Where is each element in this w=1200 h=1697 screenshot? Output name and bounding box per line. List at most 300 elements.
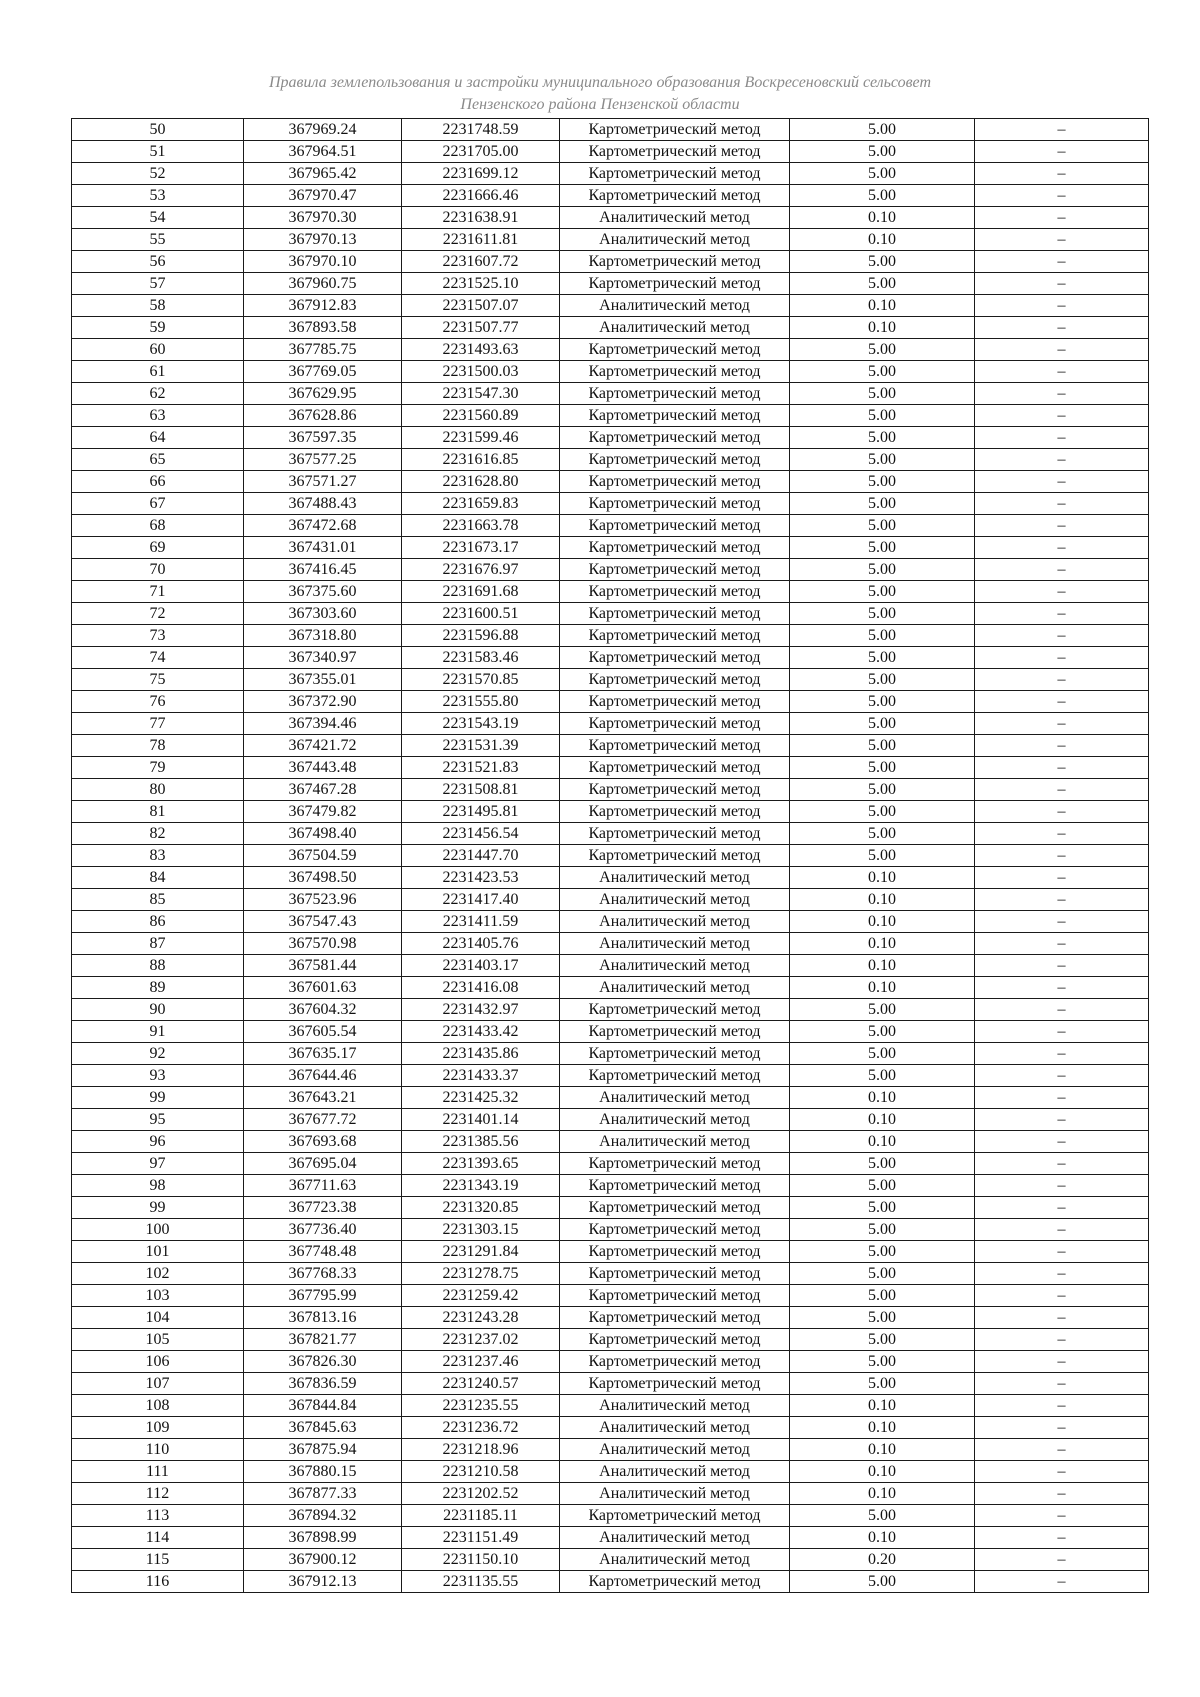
point-number-cell: 58	[72, 295, 244, 317]
accuracy-cell: 5.00	[790, 757, 975, 779]
accuracy-cell: 5.00	[790, 1153, 975, 1175]
accuracy-cell: 5.00	[790, 1285, 975, 1307]
x-coordinate-cell: 367821.77	[244, 1329, 402, 1351]
note-cell: –	[975, 559, 1149, 581]
y-coordinate-cell: 2231151.49	[402, 1527, 560, 1549]
point-number-cell: 95	[72, 1109, 244, 1131]
method-cell: Аналитический метод	[560, 889, 790, 911]
note-cell: –	[975, 1197, 1149, 1219]
y-coordinate-cell: 2231596.88	[402, 625, 560, 647]
table-row	[72, 229, 1149, 251]
table-row	[72, 779, 1149, 801]
x-coordinate-cell: 367394.46	[244, 713, 402, 735]
method-cell: Аналитический метод	[560, 1439, 790, 1461]
table-row	[72, 1461, 1149, 1483]
accuracy-cell: 0.10	[790, 207, 975, 229]
table-row	[72, 713, 1149, 735]
y-coordinate-cell: 2231748.59	[402, 119, 560, 141]
y-coordinate-cell: 2231493.63	[402, 339, 560, 361]
point-number-cell: 79	[72, 757, 244, 779]
table-row	[72, 1109, 1149, 1131]
note-cell: –	[975, 1043, 1149, 1065]
y-coordinate-cell: 2231291.84	[402, 1241, 560, 1263]
method-cell: Картометрический метод	[560, 779, 790, 801]
y-coordinate-cell: 2231547.30	[402, 383, 560, 405]
point-number-cell: 89	[72, 977, 244, 999]
x-coordinate-cell: 367965.42	[244, 163, 402, 185]
coordinates-table-body	[72, 119, 1149, 1593]
point-number-cell: 116	[72, 1571, 244, 1593]
accuracy-cell: 5.00	[790, 735, 975, 757]
point-number-cell: 53	[72, 185, 244, 207]
method-cell: Аналитический метод	[560, 295, 790, 317]
y-coordinate-cell: 2231507.77	[402, 317, 560, 339]
x-coordinate-cell: 367644.46	[244, 1065, 402, 1087]
table-row	[72, 493, 1149, 515]
y-coordinate-cell: 2231521.83	[402, 757, 560, 779]
note-cell: –	[975, 493, 1149, 515]
point-number-cell: 115	[72, 1549, 244, 1571]
x-coordinate-cell: 367597.35	[244, 427, 402, 449]
x-coordinate-cell: 367523.96	[244, 889, 402, 911]
note-cell: –	[975, 1483, 1149, 1505]
method-cell: Картометрический метод	[560, 735, 790, 757]
method-cell: Картометрический метод	[560, 1329, 790, 1351]
accuracy-cell: 0.10	[790, 1109, 975, 1131]
y-coordinate-cell: 2231691.68	[402, 581, 560, 603]
table-row	[72, 185, 1149, 207]
table-row	[72, 1549, 1149, 1571]
point-number-cell: 61	[72, 361, 244, 383]
x-coordinate-cell: 367431.01	[244, 537, 402, 559]
y-coordinate-cell: 2231202.52	[402, 1483, 560, 1505]
method-cell: Картометрический метод	[560, 757, 790, 779]
accuracy-cell: 5.00	[790, 559, 975, 581]
accuracy-cell: 0.10	[790, 1461, 975, 1483]
note-cell: –	[975, 1285, 1149, 1307]
note-cell: –	[975, 1263, 1149, 1285]
x-coordinate-cell: 367693.68	[244, 1131, 402, 1153]
y-coordinate-cell: 2231659.83	[402, 493, 560, 515]
method-cell: Картометрический метод	[560, 1351, 790, 1373]
table-row	[72, 1131, 1149, 1153]
accuracy-cell: 0.10	[790, 911, 975, 933]
point-number-cell: 70	[72, 559, 244, 581]
point-number-cell: 85	[72, 889, 244, 911]
accuracy-cell: 5.00	[790, 515, 975, 537]
method-cell: Аналитический метод	[560, 1461, 790, 1483]
table-row	[72, 1417, 1149, 1439]
x-coordinate-cell: 367443.48	[244, 757, 402, 779]
point-number-cell: 74	[72, 647, 244, 669]
x-coordinate-cell: 367547.43	[244, 911, 402, 933]
method-cell: Картометрический метод	[560, 273, 790, 295]
header-line-2: Пензенского района Пензенской области	[460, 96, 740, 113]
point-number-cell: 56	[72, 251, 244, 273]
y-coordinate-cell: 2231240.57	[402, 1373, 560, 1395]
note-cell: –	[975, 779, 1149, 801]
y-coordinate-cell: 2231663.78	[402, 515, 560, 537]
table-row	[72, 1219, 1149, 1241]
method-cell: Аналитический метод	[560, 911, 790, 933]
accuracy-cell: 5.00	[790, 1505, 975, 1527]
x-coordinate-cell: 367970.13	[244, 229, 402, 251]
method-cell: Картометрический метод	[560, 449, 790, 471]
x-coordinate-cell: 367912.13	[244, 1571, 402, 1593]
note-cell: –	[975, 163, 1149, 185]
method-cell: Картометрический метод	[560, 625, 790, 647]
method-cell: Аналитический метод	[560, 229, 790, 251]
note-cell: –	[975, 669, 1149, 691]
x-coordinate-cell: 367628.86	[244, 405, 402, 427]
x-coordinate-cell: 367813.16	[244, 1307, 402, 1329]
accuracy-cell: 5.00	[790, 1043, 975, 1065]
table-row	[72, 999, 1149, 1021]
point-number-cell: 83	[72, 845, 244, 867]
accuracy-cell: 5.00	[790, 1571, 975, 1593]
y-coordinate-cell: 2231699.12	[402, 163, 560, 185]
accuracy-cell: 0.10	[790, 295, 975, 317]
x-coordinate-cell: 367472.68	[244, 515, 402, 537]
y-coordinate-cell: 2231401.14	[402, 1109, 560, 1131]
method-cell: Картометрический метод	[560, 427, 790, 449]
y-coordinate-cell: 2231237.02	[402, 1329, 560, 1351]
y-coordinate-cell: 2231403.17	[402, 955, 560, 977]
y-coordinate-cell: 2231555.80	[402, 691, 560, 713]
point-number-cell: 114	[72, 1527, 244, 1549]
accuracy-cell: 5.00	[790, 999, 975, 1021]
x-coordinate-cell: 367498.40	[244, 823, 402, 845]
accuracy-cell: 5.00	[790, 647, 975, 669]
note-cell: –	[975, 757, 1149, 779]
accuracy-cell: 0.10	[790, 867, 975, 889]
method-cell: Аналитический метод	[560, 1417, 790, 1439]
method-cell: Аналитический метод	[560, 1527, 790, 1549]
x-coordinate-cell: 367570.98	[244, 933, 402, 955]
coordinates-table	[71, 118, 1149, 1593]
point-number-cell: 108	[72, 1395, 244, 1417]
x-coordinate-cell: 367960.75	[244, 273, 402, 295]
note-cell: –	[975, 955, 1149, 977]
table-row	[72, 1505, 1149, 1527]
accuracy-cell: 0.10	[790, 1131, 975, 1153]
y-coordinate-cell: 2231599.46	[402, 427, 560, 449]
accuracy-cell: 5.00	[790, 603, 975, 625]
table-row	[72, 647, 1149, 669]
point-number-cell: 109	[72, 1417, 244, 1439]
y-coordinate-cell: 2231243.28	[402, 1307, 560, 1329]
table-row	[72, 845, 1149, 867]
x-coordinate-cell: 367604.32	[244, 999, 402, 1021]
accuracy-cell: 0.10	[790, 889, 975, 911]
note-cell: –	[975, 999, 1149, 1021]
method-cell: Картометрический метод	[560, 1571, 790, 1593]
y-coordinate-cell: 2231435.86	[402, 1043, 560, 1065]
table-row	[72, 1373, 1149, 1395]
x-coordinate-cell: 367479.82	[244, 801, 402, 823]
y-coordinate-cell: 2231135.55	[402, 1571, 560, 1593]
y-coordinate-cell: 2231495.81	[402, 801, 560, 823]
table-row	[72, 1439, 1149, 1461]
table-row	[72, 933, 1149, 955]
method-cell: Картометрический метод	[560, 1285, 790, 1307]
accuracy-cell: 0.20	[790, 1549, 975, 1571]
method-cell: Картометрический метод	[560, 845, 790, 867]
point-number-cell: 87	[72, 933, 244, 955]
x-coordinate-cell: 367769.05	[244, 361, 402, 383]
note-cell: –	[975, 383, 1149, 405]
note-cell: –	[975, 471, 1149, 493]
note-cell: –	[975, 691, 1149, 713]
table-row	[72, 801, 1149, 823]
accuracy-cell: 0.10	[790, 229, 975, 251]
method-cell: Аналитический метод	[560, 1131, 790, 1153]
note-cell: –	[975, 603, 1149, 625]
y-coordinate-cell: 2231673.17	[402, 537, 560, 559]
point-number-cell: 88	[72, 955, 244, 977]
table-row	[72, 955, 1149, 977]
y-coordinate-cell: 2231405.76	[402, 933, 560, 955]
x-coordinate-cell: 367795.99	[244, 1285, 402, 1307]
method-cell: Картометрический метод	[560, 471, 790, 493]
table-row	[72, 405, 1149, 427]
accuracy-cell: 5.00	[790, 273, 975, 295]
point-number-cell: 60	[72, 339, 244, 361]
x-coordinate-cell: 367498.50	[244, 867, 402, 889]
method-cell: Картометрический метод	[560, 1263, 790, 1285]
accuracy-cell: 5.00	[790, 1263, 975, 1285]
y-coordinate-cell: 2231303.15	[402, 1219, 560, 1241]
header-line-1: Правила землепользования и застройки муниципального образования Воскресеновский сельсовет	[269, 74, 931, 91]
x-coordinate-cell: 367340.97	[244, 647, 402, 669]
accuracy-cell: 0.10	[790, 1087, 975, 1109]
method-cell: Аналитический метод	[560, 317, 790, 339]
point-number-cell: 98	[72, 1175, 244, 1197]
point-number-cell: 52	[72, 163, 244, 185]
table-row	[72, 1483, 1149, 1505]
note-cell: –	[975, 1505, 1149, 1527]
x-coordinate-cell: 367894.32	[244, 1505, 402, 1527]
y-coordinate-cell: 2231425.32	[402, 1087, 560, 1109]
method-cell: Аналитический метод	[560, 207, 790, 229]
table-row	[72, 735, 1149, 757]
method-cell: Аналитический метод	[560, 1549, 790, 1571]
x-coordinate-cell: 367748.48	[244, 1241, 402, 1263]
note-cell: –	[975, 1065, 1149, 1087]
point-number-cell: 92	[72, 1043, 244, 1065]
accuracy-cell: 5.00	[790, 713, 975, 735]
x-coordinate-cell: 367826.30	[244, 1351, 402, 1373]
x-coordinate-cell: 367964.51	[244, 141, 402, 163]
note-cell: –	[975, 889, 1149, 911]
accuracy-cell: 5.00	[790, 1329, 975, 1351]
table-row	[72, 581, 1149, 603]
x-coordinate-cell: 367303.60	[244, 603, 402, 625]
point-number-cell: 62	[72, 383, 244, 405]
method-cell: Аналитический метод	[560, 955, 790, 977]
point-number-cell: 84	[72, 867, 244, 889]
note-cell: –	[975, 1351, 1149, 1373]
method-cell: Картометрический метод	[560, 581, 790, 603]
table-row	[72, 1021, 1149, 1043]
note-cell: –	[975, 735, 1149, 757]
table-row	[72, 163, 1149, 185]
table-row	[72, 537, 1149, 559]
point-number-cell: 63	[72, 405, 244, 427]
accuracy-cell: 0.10	[790, 1417, 975, 1439]
table-row	[72, 867, 1149, 889]
point-number-cell: 57	[72, 273, 244, 295]
note-cell: –	[975, 1087, 1149, 1109]
method-cell: Картометрический метод	[560, 1505, 790, 1527]
y-coordinate-cell: 2231417.40	[402, 889, 560, 911]
accuracy-cell: 5.00	[790, 625, 975, 647]
table-row	[72, 339, 1149, 361]
y-coordinate-cell: 2231666.46	[402, 185, 560, 207]
accuracy-cell: 5.00	[790, 801, 975, 823]
x-coordinate-cell: 367898.99	[244, 1527, 402, 1549]
x-coordinate-cell: 367970.10	[244, 251, 402, 273]
table-row	[72, 1065, 1149, 1087]
point-number-cell: 96	[72, 1131, 244, 1153]
y-coordinate-cell: 2231500.03	[402, 361, 560, 383]
point-number-cell: 67	[72, 493, 244, 515]
x-coordinate-cell: 367875.94	[244, 1439, 402, 1461]
method-cell: Картометрический метод	[560, 1065, 790, 1087]
method-cell: Картометрический метод	[560, 493, 790, 515]
x-coordinate-cell: 367504.59	[244, 845, 402, 867]
x-coordinate-cell: 367605.54	[244, 1021, 402, 1043]
note-cell: –	[975, 1373, 1149, 1395]
note-cell: –	[975, 251, 1149, 273]
accuracy-cell: 5.00	[790, 823, 975, 845]
x-coordinate-cell: 367375.60	[244, 581, 402, 603]
accuracy-cell: 5.00	[790, 119, 975, 141]
table-row	[72, 1153, 1149, 1175]
table-row	[72, 1527, 1149, 1549]
accuracy-cell: 5.00	[790, 779, 975, 801]
method-cell: Картометрический метод	[560, 1241, 790, 1263]
note-cell: –	[975, 207, 1149, 229]
table-row	[72, 559, 1149, 581]
note-cell: –	[975, 119, 1149, 141]
method-cell: Картометрический метод	[560, 1219, 790, 1241]
y-coordinate-cell: 2231150.10	[402, 1549, 560, 1571]
method-cell: Картометрический метод	[560, 1021, 790, 1043]
y-coordinate-cell: 2231611.81	[402, 229, 560, 251]
x-coordinate-cell: 367768.33	[244, 1263, 402, 1285]
x-coordinate-cell: 367635.17	[244, 1043, 402, 1065]
note-cell: –	[975, 1241, 1149, 1263]
method-cell: Картометрический метод	[560, 361, 790, 383]
point-number-cell: 102	[72, 1263, 244, 1285]
y-coordinate-cell: 2231259.42	[402, 1285, 560, 1307]
method-cell: Картометрический метод	[560, 1153, 790, 1175]
accuracy-cell: 5.00	[790, 1241, 975, 1263]
note-cell: –	[975, 141, 1149, 163]
point-number-cell: 99	[72, 1087, 244, 1109]
method-cell: Картометрический метод	[560, 141, 790, 163]
y-coordinate-cell: 2231638.91	[402, 207, 560, 229]
y-coordinate-cell: 2231278.75	[402, 1263, 560, 1285]
table-row	[72, 119, 1149, 141]
y-coordinate-cell: 2231185.11	[402, 1505, 560, 1527]
x-coordinate-cell: 367467.28	[244, 779, 402, 801]
point-number-cell: 86	[72, 911, 244, 933]
method-cell: Картометрический метод	[560, 119, 790, 141]
y-coordinate-cell: 2231583.46	[402, 647, 560, 669]
x-coordinate-cell: 367893.58	[244, 317, 402, 339]
accuracy-cell: 5.00	[790, 361, 975, 383]
point-number-cell: 103	[72, 1285, 244, 1307]
y-coordinate-cell: 2231560.89	[402, 405, 560, 427]
table-row	[72, 1087, 1149, 1109]
accuracy-cell: 5.00	[790, 1307, 975, 1329]
y-coordinate-cell: 2231393.65	[402, 1153, 560, 1175]
x-coordinate-cell: 367581.44	[244, 955, 402, 977]
method-cell: Аналитический метод	[560, 1483, 790, 1505]
point-number-cell: 55	[72, 229, 244, 251]
note-cell: –	[975, 581, 1149, 603]
table-row	[72, 1351, 1149, 1373]
point-number-cell: 50	[72, 119, 244, 141]
point-number-cell: 64	[72, 427, 244, 449]
accuracy-cell: 5.00	[790, 383, 975, 405]
accuracy-cell: 0.10	[790, 1527, 975, 1549]
accuracy-cell: 5.00	[790, 405, 975, 427]
table-row	[72, 251, 1149, 273]
point-number-cell: 81	[72, 801, 244, 823]
method-cell: Картометрический метод	[560, 339, 790, 361]
accuracy-cell: 5.00	[790, 1065, 975, 1087]
x-coordinate-cell: 367711.63	[244, 1175, 402, 1197]
table-row	[72, 471, 1149, 493]
table-row	[72, 295, 1149, 317]
y-coordinate-cell: 2231423.53	[402, 867, 560, 889]
table-row	[72, 1285, 1149, 1307]
accuracy-cell: 5.00	[790, 845, 975, 867]
accuracy-cell: 5.00	[790, 669, 975, 691]
accuracy-cell: 0.10	[790, 955, 975, 977]
note-cell: –	[975, 185, 1149, 207]
note-cell: –	[975, 977, 1149, 999]
y-coordinate-cell: 2231531.39	[402, 735, 560, 757]
method-cell: Картометрический метод	[560, 823, 790, 845]
note-cell: –	[975, 1527, 1149, 1549]
point-number-cell: 75	[72, 669, 244, 691]
note-cell: –	[975, 1219, 1149, 1241]
point-number-cell: 107	[72, 1373, 244, 1395]
note-cell: –	[975, 1153, 1149, 1175]
method-cell: Картометрический метод	[560, 1197, 790, 1219]
note-cell: –	[975, 823, 1149, 845]
x-coordinate-cell: 367912.83	[244, 295, 402, 317]
table-row	[72, 207, 1149, 229]
accuracy-cell: 5.00	[790, 581, 975, 603]
y-coordinate-cell: 2231676.97	[402, 559, 560, 581]
method-cell: Картометрический метод	[560, 251, 790, 273]
x-coordinate-cell: 367880.15	[244, 1461, 402, 1483]
method-cell: Аналитический метод	[560, 933, 790, 955]
note-cell: –	[975, 625, 1149, 647]
x-coordinate-cell: 367372.90	[244, 691, 402, 713]
note-cell: –	[975, 361, 1149, 383]
note-cell: –	[975, 801, 1149, 823]
method-cell: Картометрический метод	[560, 603, 790, 625]
y-coordinate-cell: 2231508.81	[402, 779, 560, 801]
y-coordinate-cell: 2231447.70	[402, 845, 560, 867]
method-cell: Картометрический метод	[560, 163, 790, 185]
